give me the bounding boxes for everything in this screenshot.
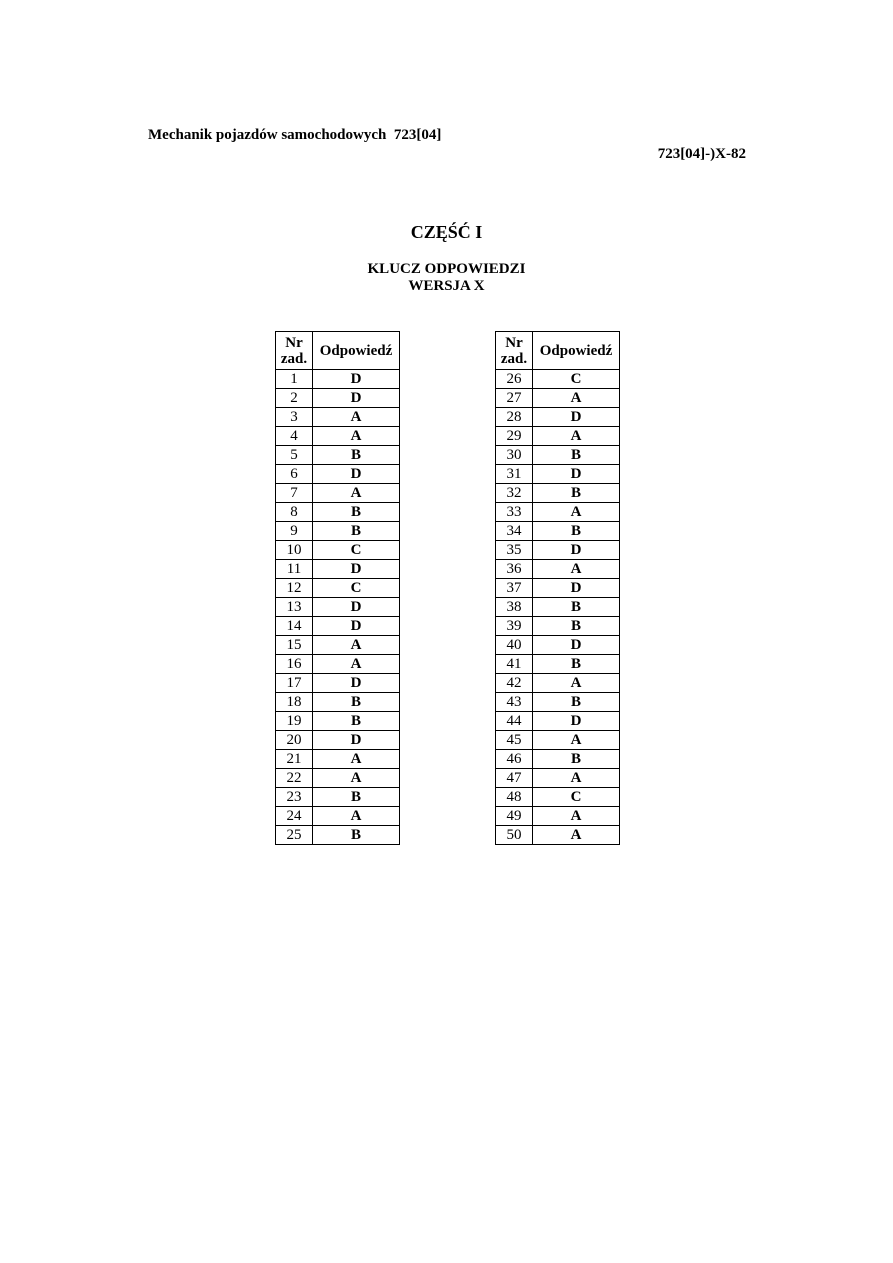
task-number: 26 [496, 370, 533, 389]
table-row [496, 446, 620, 465]
table-row [276, 560, 400, 579]
task-answer: C [313, 579, 400, 598]
task-number: 6 [276, 465, 313, 484]
table-row [276, 598, 400, 617]
task-number: 25 [276, 826, 313, 845]
task-number: 23 [276, 788, 313, 807]
task-answer: A [533, 807, 620, 826]
task-number: 30 [496, 446, 533, 465]
table-row [496, 484, 620, 503]
table-row [276, 712, 400, 731]
task-answer: B [533, 598, 620, 617]
task-number: 33 [496, 503, 533, 522]
task-number: 28 [496, 408, 533, 427]
table-row [276, 750, 400, 769]
task-number: 42 [496, 674, 533, 693]
task-answer: B [313, 503, 400, 522]
task-answer: B [313, 712, 400, 731]
table-row [496, 636, 620, 655]
task-number: 1 [276, 370, 313, 389]
table-row [276, 446, 400, 465]
task-number: 39 [496, 617, 533, 636]
table-row [496, 503, 620, 522]
task-number: 8 [276, 503, 313, 522]
table-row [496, 807, 620, 826]
task-number: 9 [276, 522, 313, 541]
task-answer: B [533, 617, 620, 636]
task-number: 16 [276, 655, 313, 674]
table-row [496, 579, 620, 598]
answer-column-header: Odpowiedź [533, 332, 620, 370]
task-answer: D [533, 579, 620, 598]
part-title: CZĘŚĆ I [410, 222, 483, 242]
task-number: 41 [496, 655, 533, 674]
task-answer: D [313, 674, 400, 693]
table-row [496, 598, 620, 617]
table-row [276, 617, 400, 636]
table-row [276, 579, 400, 598]
task-answer: B [533, 484, 620, 503]
answer-column-header: Odpowiedź [313, 332, 400, 370]
task-number: 50 [496, 826, 533, 845]
table-row [276, 636, 400, 655]
task-answer: A [313, 408, 400, 427]
task-number: 36 [496, 560, 533, 579]
task-number: 29 [496, 427, 533, 446]
task-answer: B [533, 446, 620, 465]
table-row [276, 807, 400, 826]
task-answer: A [533, 427, 620, 446]
task-number: 24 [276, 807, 313, 826]
task-number: 43 [496, 693, 533, 712]
task-answer: A [313, 636, 400, 655]
table-row [496, 541, 620, 560]
answer-key-heading [0, 261, 893, 295]
table-row [276, 427, 400, 446]
task-answer: B [533, 693, 620, 712]
task-number: 38 [496, 598, 533, 617]
task-answer: D [313, 731, 400, 750]
nr-header-line1: Nr [285, 334, 303, 351]
task-number: 13 [276, 598, 313, 617]
task-answer: A [533, 560, 620, 579]
task-answer: B [313, 826, 400, 845]
task-answer: B [313, 788, 400, 807]
answer-table-left [275, 331, 400, 845]
table-row [496, 693, 620, 712]
table-row [276, 484, 400, 503]
task-number: 31 [496, 465, 533, 484]
table-header-row [496, 332, 620, 370]
task-number: 7 [276, 484, 313, 503]
answer-table-right [495, 331, 620, 845]
task-answer: A [533, 389, 620, 408]
task-number: 12 [276, 579, 313, 598]
table-row [496, 788, 620, 807]
task-number: 21 [276, 750, 313, 769]
table-row [276, 389, 400, 408]
task-answer: D [313, 389, 400, 408]
table-row [276, 826, 400, 845]
table-row [496, 750, 620, 769]
task-answer: A [533, 731, 620, 750]
table-row [276, 522, 400, 541]
answer-rows-right [496, 370, 620, 845]
table-row [276, 788, 400, 807]
table-row [496, 389, 620, 408]
table-row [496, 408, 620, 427]
task-number: 46 [496, 750, 533, 769]
task-number: 18 [276, 693, 313, 712]
nr-column-header [496, 332, 533, 370]
table-row [496, 370, 620, 389]
table-row [496, 560, 620, 579]
task-answer: B [313, 522, 400, 541]
task-answer: A [533, 503, 620, 522]
task-answer: A [533, 769, 620, 788]
task-answer: A [313, 807, 400, 826]
task-answer: D [533, 636, 620, 655]
task-answer: D [533, 541, 620, 560]
task-answer: B [533, 750, 620, 769]
task-number: 2 [276, 389, 313, 408]
task-answer: A [313, 427, 400, 446]
table-row [496, 522, 620, 541]
table-row [496, 427, 620, 446]
task-number: 14 [276, 617, 313, 636]
task-number: 4 [276, 427, 313, 446]
table-row [496, 617, 620, 636]
nr-header-line2: zad. [500, 350, 528, 367]
task-answer: D [313, 560, 400, 579]
table-row [276, 731, 400, 750]
task-answer: D [313, 598, 400, 617]
task-number: 37 [496, 579, 533, 598]
table-row [496, 769, 620, 788]
table-row [496, 465, 620, 484]
table-row [496, 731, 620, 750]
task-number: 45 [496, 731, 533, 750]
profession-title: Mechanik pojazdów samochodowych 723[04] [148, 127, 442, 143]
task-number: 3 [276, 408, 313, 427]
table-row [496, 826, 620, 845]
task-number: 48 [496, 788, 533, 807]
task-number: 49 [496, 807, 533, 826]
task-answer: D [533, 465, 620, 484]
task-number: 27 [496, 389, 533, 408]
task-answer: A [313, 769, 400, 788]
answer-rows-left [276, 370, 400, 845]
task-answer: B [533, 522, 620, 541]
table-header-row [276, 332, 400, 370]
table-row [276, 465, 400, 484]
nr-header-line1: Nr [505, 334, 523, 351]
task-number: 35 [496, 541, 533, 560]
task-answer: D [313, 617, 400, 636]
table-row [496, 712, 620, 731]
task-answer: B [533, 655, 620, 674]
task-number: 19 [276, 712, 313, 731]
task-answer: C [533, 788, 620, 807]
nr-header-line2: zad. [280, 350, 308, 367]
task-answer: C [533, 370, 620, 389]
task-number: 20 [276, 731, 313, 750]
task-answer: B [313, 693, 400, 712]
task-answer: D [533, 712, 620, 731]
task-number: 32 [496, 484, 533, 503]
table-row [276, 408, 400, 427]
table-row [276, 370, 400, 389]
table-row [496, 655, 620, 674]
nr-column-header [276, 332, 313, 370]
task-answer: A [313, 655, 400, 674]
document-code: 723[04]-)X-82 [657, 146, 746, 162]
task-number: 15 [276, 636, 313, 655]
table-row [276, 693, 400, 712]
task-number: 40 [496, 636, 533, 655]
task-answer: B [313, 446, 400, 465]
task-number: 44 [496, 712, 533, 731]
task-answer: A [533, 826, 620, 845]
table-row [276, 503, 400, 522]
table-row [496, 674, 620, 693]
task-number: 10 [276, 541, 313, 560]
key-title: KLUCZ ODPOWIEDZI [367, 261, 526, 277]
table-row [276, 769, 400, 788]
task-number: 5 [276, 446, 313, 465]
task-answer: D [313, 465, 400, 484]
task-answer: D [313, 370, 400, 389]
task-number: 47 [496, 769, 533, 788]
task-answer: A [533, 674, 620, 693]
task-answer: D [533, 408, 620, 427]
table-row [276, 655, 400, 674]
table-row [276, 541, 400, 560]
task-number: 11 [276, 560, 313, 579]
task-answer: C [313, 541, 400, 560]
task-number: 34 [496, 522, 533, 541]
task-answer: A [313, 750, 400, 769]
table-row [276, 674, 400, 693]
task-number: 22 [276, 769, 313, 788]
task-answer: A [313, 484, 400, 503]
task-number: 17 [276, 674, 313, 693]
version-title: WERSJA X [408, 278, 485, 294]
